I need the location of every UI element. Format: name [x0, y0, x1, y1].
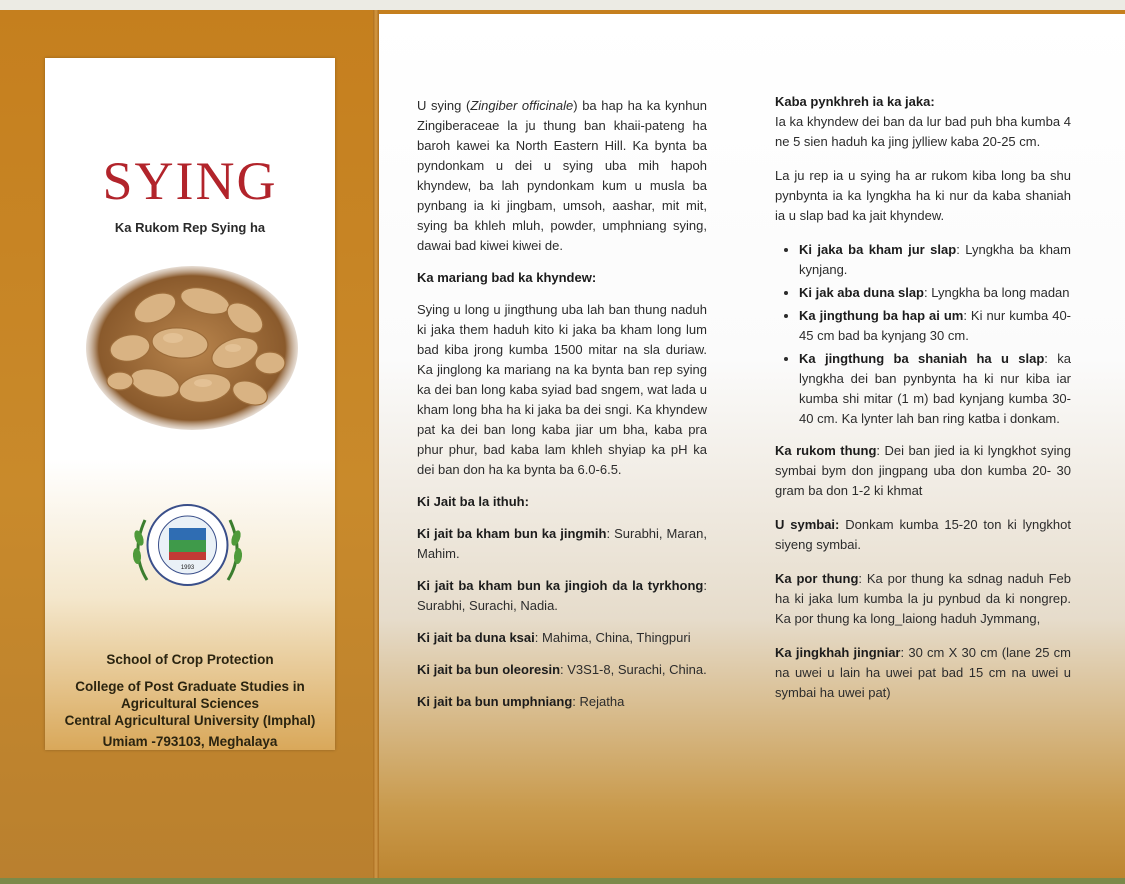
- variety-item: Ki jait ba duna ksai: Mahima, China, Thingpuri: [417, 630, 691, 645]
- org-line: Central Agricultural University (Imphal): [64, 713, 316, 728]
- cover-title: SYING: [102, 151, 278, 211]
- land-paragraph: Ia ka khyndew dei ban da lur bad puh bha kumba 4 ne 5 sien haduh ka jing jylliew kaba 20-25 cm.: [775, 114, 1071, 149]
- bottom-edge: [0, 878, 1125, 884]
- list-item: • Ki jak aba duna slap: Lyngkha ba long madan: [799, 283, 1071, 303]
- heading-land-preparation: Kaba pynkhreh ia ka jaka:: [775, 94, 935, 109]
- column-left: [417, 96, 707, 724]
- org-line: Umiam -793103, Meghalaya: [102, 734, 278, 749]
- ginger-photo: [85, 263, 300, 433]
- org-line: Agricultural Sciences: [120, 696, 260, 711]
- org-line: School of Crop Protection: [106, 652, 274, 667]
- intro-paragraph: U sying (Zingiber officinale) ba hap ha ka kynhun Zingiberaceae la ju thung ban khaii-pateng ha baroh kawei ka North Eastern Hill. Ka bynta ba pyndonkam u dei u sying uba mih hapoh khyndew, ba lah pyndonkam kum u musla ba pynbang ia ki jingbam, umsoh, aashar, mit mit, sying ba khleh mluh, powder, umphniang sying, dawai bad kiwei kiwei de.: [417, 98, 707, 253]
- variety-item: Ki jait ba kham bun ka jingmih: Surabhi, Maran, Mahim.: [417, 526, 707, 561]
- list-item: • Ka jingthung ba shaniah ha u slap: ka lyngkha dei ban pynbynta ha ki nur kiba iar kumba shi mitar (1 m) bad kynjang kumba 30- 40 cm. Ka lynter lah ban ring katba i donkam.: [799, 349, 1071, 429]
- column-right: [775, 92, 1071, 717]
- emblem-year: 1993: [180, 565, 195, 571]
- top-edge: [0, 0, 1125, 10]
- variety-item: Ki jait ba bun umphniang: Rejatha: [417, 694, 625, 709]
- org-line: College of Post Graduate Studies in: [75, 679, 305, 694]
- seed-rate-paragraph: U symbai: Donkam kumba 15-20 ton ki lyngkhot siyeng symbai.: [775, 517, 1071, 552]
- cover-subtitle: Ka Rukom Rep Sying ha: [114, 220, 266, 235]
- heading-varieties: Ki Jait ba la ithuh:: [417, 494, 529, 509]
- list-item: • Ki jaka ba kham jur slap: Lyngkha ba kham kynjang.: [799, 240, 1071, 280]
- seed-selection-paragraph: Ka rukom thung: Dei ban jied ia ki lyngkhot sying symbai bym don jingpang uba don kumba 20- 30 gram ba don 1-2 ki khmat: [775, 443, 1071, 498]
- planting-bullets: [775, 240, 1071, 429]
- spacing-paragraph: Ka jingkhah jingniar: 30 cm X 30 cm (lane 25 cm na uwei u lain ha uwei pat bad 15 cm na uwei u symbai ha uwei pat): [775, 645, 1071, 700]
- list-item: • Ka jingthung ba hap ai um: Ki nur kumba 40-45 cm bad ba kynjang 30 cm.: [799, 306, 1071, 346]
- heading-climate-soil: Ka mariang bad ka khyndew:: [417, 270, 597, 285]
- variety-item: Ki jait ba kham bun ka jingioh da la tyrkhong: Surabhi, Surachi, Nadia.: [417, 578, 707, 613]
- planting-methods-paragraph: La ju rep ia u sying ha ar rukom kiba long ba shu pynbynta ia ka lyngkha ha ki nur da kaba shaniah ia u slap bad ka jait khyndew.: [775, 168, 1071, 223]
- cover-panel: [45, 58, 335, 750]
- planting-time-paragraph: Ka por thung: Ka por thung ka sdnag naduh Feb ha ki jaka lum kumba la ju pynbud da ki nongrep. Ka por thung ka long_laiong haduh Jymmang,: [775, 571, 1071, 626]
- organization-block: [45, 650, 335, 751]
- content-panel: [379, 14, 1125, 878]
- climate-paragraph: Sying u long u jingthung uba lah ban thung naduh ki jaka them haduh kito ki jaka ba kham long lum bad kiba jrong kumba 1500 mitar na sla duriaw. Ka jinglong ka mariang na ka bynta ban rep sying ka dei ban long kaba syiad bad sngem, wat lada u kham long bha ha ki jaka ba dei sngi. Ka khyndew pat ka dei ban long kaba jiar um bha, kaba pra phur phur, bad kaba lam khleh shyiap ka pH ka dei ban don ha ka bynta ba 6.0-6.5.: [417, 302, 707, 477]
- university-emblem: [125, 498, 250, 593]
- variety-item: Ki jait ba bun oleoresin: V3S1-8, Surachi, China.: [417, 662, 707, 677]
